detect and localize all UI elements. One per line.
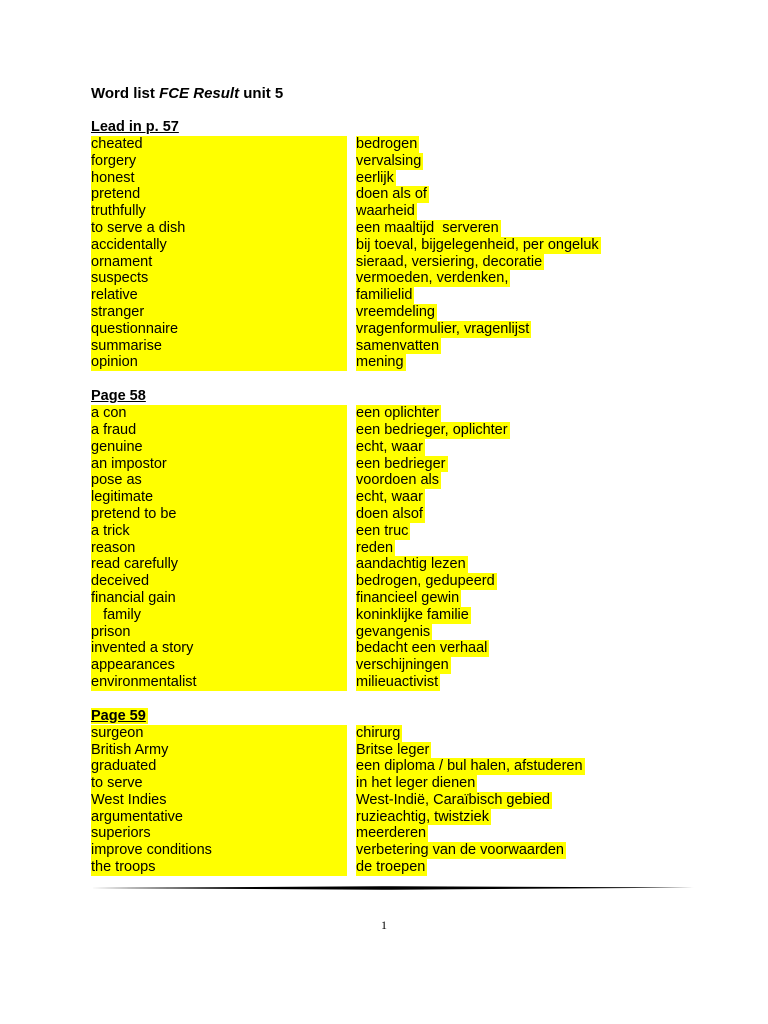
english-term: pose as <box>91 472 347 489</box>
dutch-translation: een bedrieger, oplichter <box>356 421 508 438</box>
english-term: cheated <box>91 136 347 153</box>
dutch-translation: voordoen als <box>356 472 440 489</box>
word-pair <box>91 405 621 422</box>
word-pair <box>91 203 621 220</box>
word-pair <box>91 422 621 439</box>
word-pair <box>91 859 621 876</box>
word-pair <box>91 624 621 641</box>
word-pair <box>91 775 621 792</box>
word-pair <box>91 439 621 456</box>
dutch-translation: vragenformulier, vragenlijst <box>356 320 530 337</box>
word-pair <box>91 742 621 759</box>
english-term: questionnaire <box>91 321 347 338</box>
word-section <box>91 708 621 876</box>
word-pair <box>91 136 621 153</box>
dutch-translation: gevangenis <box>356 623 431 640</box>
word-pair <box>91 825 621 842</box>
word-pair <box>91 590 621 607</box>
dutch-translation: vreemdeling <box>356 303 435 320</box>
dutch-translation: de troepen <box>356 859 426 876</box>
footer-rule <box>91 886 694 890</box>
english-term: environmentalist <box>91 674 347 691</box>
dutch-translation: doen als of <box>356 186 427 203</box>
section-heading-text: Page 59 <box>91 707 146 724</box>
dutch-translation: mening <box>356 354 404 371</box>
dutch-translation: Britse leger <box>356 741 430 758</box>
english-term: relative <box>91 287 347 304</box>
dutch-translation: waarheid <box>356 203 415 220</box>
english-term: surgeon <box>91 725 347 742</box>
section-heading <box>91 119 621 136</box>
word-pair <box>91 472 621 489</box>
dutch-translation: echt, waar <box>356 438 423 455</box>
english-term: a fraud <box>91 422 347 439</box>
section-heading <box>91 388 621 405</box>
english-term: to serve <box>91 775 347 792</box>
english-term: ornament <box>91 254 347 271</box>
word-pair <box>91 640 621 657</box>
english-term: invented a story <box>91 640 347 657</box>
dutch-translation: koninklijke familie <box>356 606 469 623</box>
word-pair <box>91 220 621 237</box>
word-pair <box>91 270 621 287</box>
word-list <box>91 119 621 893</box>
dutch-translation: bedrogen <box>356 136 418 152</box>
english-term: a trick <box>91 523 347 540</box>
english-term: reason <box>91 540 347 557</box>
dutch-translation: chirurg <box>356 724 401 741</box>
dutch-translation: een diploma / bul halen, afstuderen <box>356 758 583 775</box>
dutch-translation: reden <box>356 539 394 556</box>
english-term: legitimate <box>91 489 347 506</box>
english-term: argumentative <box>91 809 347 826</box>
dutch-translation: bij toeval, bijgelegenheid, per ongeluk <box>356 236 599 253</box>
english-term: accidentally <box>91 237 347 254</box>
section-heading-text: Lead in p. 57 <box>91 119 179 135</box>
dutch-translation: sieraad, versiering, decoratie <box>356 253 543 270</box>
title-suffix: unit 5 <box>239 85 284 102</box>
dutch-translation: familielid <box>356 287 413 304</box>
dutch-translation: eerlijk <box>356 169 394 186</box>
word-pair <box>91 186 621 203</box>
dutch-translation: een maaltijd serveren <box>356 219 499 236</box>
english-term: pretend to be <box>91 506 347 523</box>
word-pair <box>91 556 621 573</box>
dutch-translation: doen alsof <box>356 505 423 522</box>
english-term: West Indies <box>91 792 347 809</box>
english-term: summarise <box>91 338 347 355</box>
english-term: pretend <box>91 186 347 203</box>
english-term: a con <box>91 405 347 422</box>
word-pair <box>91 506 621 523</box>
dutch-translation: verschijningen <box>356 657 449 674</box>
english-term: truthfully <box>91 203 347 220</box>
section-heading-text: Page 58 <box>91 388 146 405</box>
word-pair <box>91 489 621 506</box>
dutch-translation: vervalsing <box>356 152 422 169</box>
english-term: prison <box>91 624 347 641</box>
word-pair <box>91 725 621 742</box>
word-section <box>91 119 621 371</box>
dutch-translation: aandachtig lezen <box>356 556 466 573</box>
dutch-translation: bedrogen, gedupeerd <box>356 573 495 590</box>
page-number: 1 <box>381 918 387 932</box>
english-term: superiors <box>91 825 347 842</box>
dutch-translation: in het leger dienen <box>356 775 476 792</box>
english-term: forgery <box>91 153 347 170</box>
dutch-translation: West-Indië, Caraïbisch gebied <box>356 791 550 808</box>
english-term: deceived <box>91 573 347 590</box>
dutch-translation: een oplichter <box>356 405 440 422</box>
english-term: honest <box>91 170 347 187</box>
word-pair <box>91 321 621 338</box>
dutch-translation: echt, waar <box>356 489 423 506</box>
section-heading <box>91 708 621 725</box>
dutch-translation: verbetering van de voorwaarden <box>356 842 564 859</box>
english-term: graduated <box>91 758 347 775</box>
word-pair <box>91 758 621 775</box>
word-pair <box>91 842 621 859</box>
english-term: British Army <box>91 742 347 759</box>
english-term: read carefully <box>91 556 347 573</box>
word-pair <box>91 657 621 674</box>
dutch-translation: vermoeden, verdenken, <box>356 270 509 287</box>
word-pair <box>91 338 621 355</box>
english-term: improve conditions <box>91 842 347 859</box>
english-term: appearances <box>91 657 347 674</box>
english-term: genuine <box>91 439 347 456</box>
title-prefix: Word list <box>91 85 160 102</box>
dutch-translation: een bedrieger <box>356 455 446 472</box>
word-section <box>91 388 621 691</box>
page-title <box>91 84 283 104</box>
english-term: suspects <box>91 270 347 287</box>
word-pair <box>91 153 621 170</box>
word-pair <box>91 573 621 590</box>
word-pair <box>91 456 621 473</box>
word-pair <box>91 792 621 809</box>
english-term: to serve a dish <box>91 220 347 237</box>
word-pair <box>91 304 621 321</box>
word-pair <box>91 523 621 540</box>
english-term: stranger <box>91 304 347 321</box>
english-term: financial gain <box>91 590 347 607</box>
dutch-translation: samenvatten <box>356 337 440 354</box>
word-pair <box>91 540 621 557</box>
word-pair <box>91 809 621 826</box>
english-term: an impostor <box>91 456 347 473</box>
word-pair <box>91 354 621 371</box>
dutch-translation: ruzieachtig, twistziek <box>356 808 489 825</box>
word-pair <box>91 170 621 187</box>
word-pair <box>91 607 621 624</box>
word-pair <box>91 287 621 304</box>
dutch-translation: milieuactivist <box>356 673 439 690</box>
english-term: opinion <box>91 354 347 371</box>
dutch-translation: een truc <box>356 522 409 539</box>
dutch-translation: meerderen <box>356 825 427 842</box>
word-pair <box>91 254 621 271</box>
title-book: FCE Result <box>159 85 240 102</box>
word-pair <box>91 237 621 254</box>
dutch-translation: financieel gewin <box>356 589 460 606</box>
english-term: the troops <box>91 859 347 876</box>
english-term: family <box>91 607 347 624</box>
word-pair <box>91 674 621 691</box>
dutch-translation: bedacht een verhaal <box>356 640 488 657</box>
